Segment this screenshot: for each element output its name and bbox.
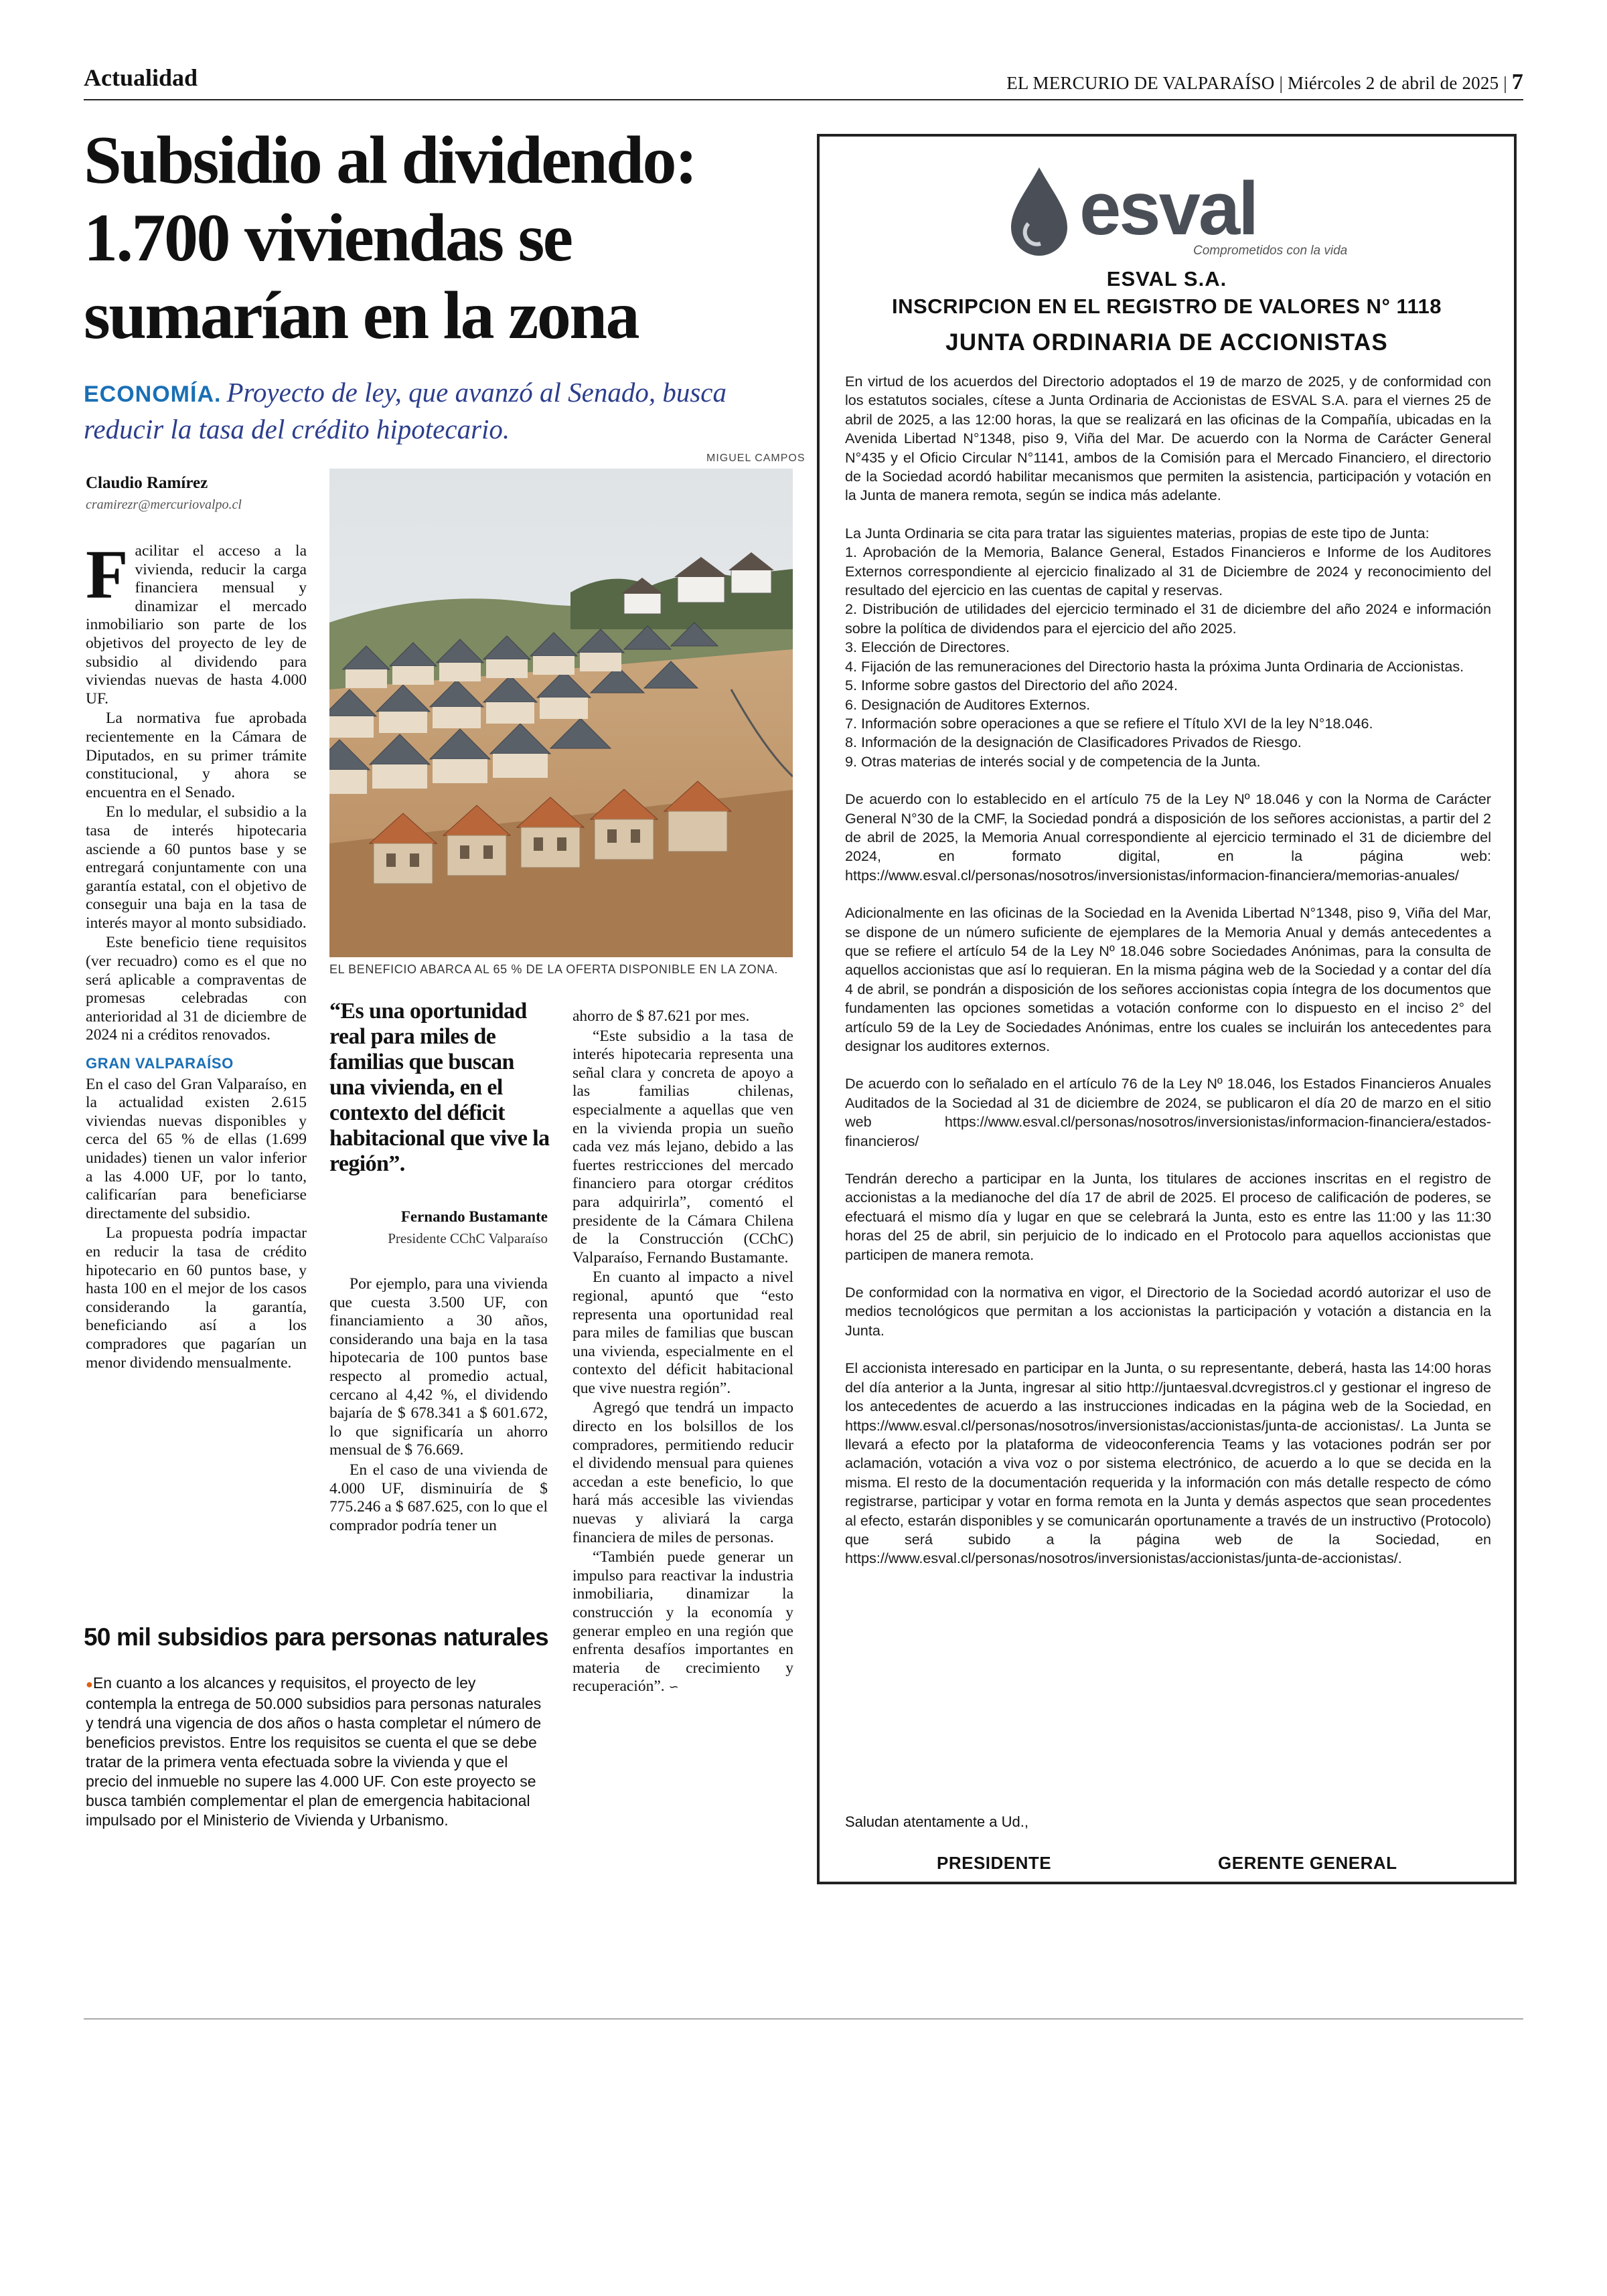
notice-title: JUNTA ORDINARIA DE ACCIONISTAS: [945, 329, 1388, 355]
paragraph: Este beneficio tiene requisitos (ver recuadro) como es el que no será aplicable a compraventas de promesas celebradas con anterioridad al 31 de diciembre de 2024 ni a créditos renovados.: [86, 934, 307, 1044]
notice-paragraph: La Junta Ordinaria se cita para tratar las siguientes materias, propias de este tipo de Junta:: [845, 524, 1430, 542]
notice-paragraph: De acuerdo con lo señalado en el artículo 76 de la Ley Nº 18.046, los Estados Financieros Anuales Auditados de la Sociedad al 31 de diciembre de 2024, se publicaron el día 20 de marzo en el sitio web https://www.esval.cl/personas/nosotros/inversionistas/informacion-financiera/estados-financieros/: [845, 1075, 1491, 1149]
box-paragraph: En cuanto a los alcances y requisitos, el proyecto de ley contempla la entrega de 50.000 subsidios para personas naturales y tendrá una vigencia de dos años o hasta completar el número de beneficios previstos. Entre los requisitos se cuenta el que se debe tratar de la primera venta efectuada sobre la vivienda y que el precio del inmueble no supere las 4.000 UF. Con este proyecto se busca también complementar el plan de emergencia habitacional impulsado por el Ministerio de Vivienda y Urbanismo.: [86, 1674, 542, 1829]
agenda-item: 3. Elección de Directores.: [845, 639, 1010, 656]
agenda-item: 6. Designación de Auditores Externos.: [845, 695, 1091, 713]
paragraph: La normativa fue aprobada recientemente en la Cámara de Diputados, en su primer trámite constitucional, y ahora se encuentra en el Senado.: [86, 710, 307, 801]
lede-tag: ECONOMÍA.: [84, 382, 222, 407]
sidebar-box-title: 50 mil subsidios para personas naturales: [84, 1623, 548, 1651]
article-headline: Subsidio al dividendo: 1.700 viviendas se sumarían en la zona: [84, 122, 696, 353]
quote-role: Presidente CChC Valparaíso: [388, 1230, 548, 1246]
signature-president: PRESIDENTE: [937, 1853, 1052, 1873]
paragraph: Agregó que tendrá un impacto directo en los bolsillos de los compradores, permitiendo reducir el dividendo mensual para quienes accedan a este beneficio, lo que hará más accesible las viviendas nuevas y aliviará la carga financiera de miles de personas.: [572, 1399, 793, 1546]
esval-logo: [999, 162, 1347, 262]
author-email: cramirezr@mercuriovalpo.cl: [86, 497, 242, 512]
paragraph: En cuanto al impacto a nivel regional, apuntó que “esto representa una oportunidad real para miles de familias que buscan una vivienda, especialmente en el contexto del déficit habitacional que vive nuestra región”.: [572, 1268, 793, 1397]
author-name: Claudio Ramírez: [86, 474, 208, 492]
photo-caption: EL BENEFICIO ABARCA AL 65 % DE LA OFERTA DISPONIBLE EN LA ZONA.: [329, 963, 779, 976]
pull-quote: “Es una oportunidad real para miles de familias que buscan una vivienda, en el contexto del déficit habitacional que vive la región”.: [329, 999, 550, 1176]
paragraph: ahorro de $ 87.621 por mes.: [572, 1007, 750, 1025]
notice-paragraph: Tendrán derecho a participar en la Junta, los titulares de acciones inscritas en el registro de accionistas a la medianoche del día 17 de abril de 2025. El proceso de calificación de poderes, se efectuará el mismo día y lugar en que se celebrará la Junta, esto es entre las 11:00 y las 11:30 horas del 25 de abril, sin perjuicio de lo indicado en el Protocolo para aquellos accionistas que participen de manera remota.: [845, 1170, 1491, 1263]
esval-notice: [817, 134, 1517, 1884]
notice-body: [845, 372, 1491, 1587]
publication-name: EL MERCURIO DE VALPARAÍSO: [1006, 73, 1275, 93]
paragraph: La propuesta podría impactar en reducir la tasa de crédito hipotecario en 60 puntos base, y hasta 100 en el mejor de los casos considerando la garantía, beneficiando así a los compradores que pagarían un menor dividendo mensualmente.: [86, 1224, 307, 1372]
notice-registry: INSCRIPCION EN EL REGISTRO DE VALORES N° 1118: [892, 295, 1442, 318]
lede-text: Proyecto de ley, que avanzó al Senado, busca reducir la tasa del crédito hipotecario.: [84, 377, 726, 444]
quote-author: Fernando Bustamante: [400, 1208, 548, 1225]
header-rule: [84, 99, 1523, 100]
paragraph: Por ejemplo, para una vivienda que cuesta 3.500 UF, con financiamiento a 30 años, considerando una baja en la tasa hipotecaria de 100 puntos base respecto al promedio actual, cercano al 4,42 %, el dividendo bajaría de $ 678.341 a $ 601.672, lo que significaría un ahorro mensual de $ 76.669.: [329, 1275, 548, 1459]
agenda-item: 9. Otras materias de interés social y de competencia de la Junta.: [845, 752, 1261, 770]
page-number: 7: [1511, 70, 1523, 94]
bottom-rule: [84, 2018, 1523, 2020]
article-lede: [84, 375, 793, 446]
notice-paragraph: De acuerdo con lo establecido en el artículo 75 de la Ley Nº 18.046 y con la Norma de Carácter General N°30 de la CMF, la Sociedad pondrá a disposición de los señores accionistas, a partir del 2 de abril de 2025, la Memoria Anual correspondiente al ejercicio terminado el 31 de diciembre del 2024, en formato digital, en la página web: https://www.esval.cl/personas/nosotros/inversionistas/informacion-financiera/memorias-anuales/: [845, 791, 1491, 884]
paragraph: En el caso de una vivienda de 4.000 UF, disminuiría de $ 775.246 a $ 687.625, con lo que el comprador podría tener un: [329, 1461, 548, 1534]
article-column-2: [329, 1275, 548, 1536]
photo-credit: MIGUEL CAMPOS: [706, 453, 806, 464]
logo-wordmark: esval: [1079, 167, 1257, 250]
section-label: Actualidad: [84, 64, 198, 91]
dropcap: F: [86, 536, 129, 613]
subheading: GRAN VALPARAÍSO: [86, 1055, 234, 1072]
article-column-3: [572, 1007, 793, 1698]
sidebar-box-text: [86, 1673, 548, 1830]
paragraph: En lo medular, el subsidio a la tasa de interés hipotecaria asciende a 60 puntos base y se entregará conjuntamente con una garantía estatal, con el objetivo de conseguir una baja en la tasa de interés mayor al monto subsidiado.: [86, 803, 307, 932]
publication-info: EL MERCURIO DE VALPARAÍSO | Miércoles 2 de abril de 2025 | 7: [1006, 70, 1523, 94]
notice-paragraph: De conformidad con la normativa en vigor, el Directorio de la Sociedad acordó autorizar el uso de medios tecnológicos que permitan a los accionistas la participación y votación a distancia en la Junta.: [845, 1284, 1491, 1339]
housing-photo: [329, 469, 793, 957]
agenda-item: 2. Distribución de utilidades del ejercicio terminado el 31 de diciembre del año 2024 e información sobre la política de dividendos para el ejercicio del año 2025.: [845, 600, 1491, 637]
paragraph: En el caso del Gran Valparaíso, en la actualidad existen 2.615 viviendas nuevas disponibles y cerca del 65 % de ellas (1.699 unidades) tienen un valor inferior a las 4.000 UF, por lo tanto, calificarían para beneficiarse directamente del subsidio.: [86, 1075, 307, 1222]
agenda-item: 4. Fijación de las remuneraciones del Directorio hasta la próxima Junta Ordinaria de Accionistas.: [845, 657, 1464, 675]
logo-tagline: Comprometidos con la vida: [1193, 244, 1347, 258]
publication-date: Miércoles 2 de abril de 2025: [1288, 73, 1499, 93]
agenda-item: 7. Información sobre operaciones a que se refiere el Título XVI de la ley N°18.046.: [845, 714, 1373, 732]
end-mark-icon: ∽: [668, 1680, 679, 1695]
article-column-1: [86, 536, 307, 1374]
notice-company: ESVAL S.A.: [1106, 267, 1227, 291]
paragraph: “También puede generar un impulso para reactivar la industria inmobiliaria, dinamizar la construcción y la economía y generar empleo en una región que enfrenta desafíos importantes en materia de crecimiento y recuperación”.: [572, 1548, 793, 1696]
paragraph: “Este subsidio a la tasa de interés hipotecaria representa una señal clara y concreta de apoyo a las familias chilenas, especialmente a aquellas que ven en la vivienda propia un sueño cada vez más lejano, debido a las fuertes restricciones del mercado financiero para otorgar créditos para adquirirla”, comentó el presidente de la Cámara Chilena de la Construcción (CChC) Valparaíso, Fernando Bustamante.: [572, 1027, 793, 1266]
notice-paragraph: El accionista interesado en participar en la Junta, o su representante, deberá, hasta las 14:00 horas del día anterior a la Junta, ingresar al sitio http://juntaesval.dcvregistros.cl y gestionar el ingreso de los antecedentes de acuerdo a las instrucciones indicadas en la página web de la Sociedad, en https://www.esval.cl/personas/nosotros/inversionistas/accionistas/junta-de accionistas/. La Junta se llevará a efecto por la plataforma de videoconferencia Teams y las votaciones podrán ser por aclamación, votación a viva voz o por sistema electrónico, de acuerdo a lo que se decida en la misma. El resto de la documentación requerida y la información con más detalle respecto de cómo registrarse, participar y votar en forma remota en la Junta y demás aspectos que sean procedentes al efecto, estarán disponibles y se comunicarán oportunamente a través de un instructivo (Protocolo) que será subido a la página web de la Sociedad, en https://www.esval.cl/personas/nosotros/inversionistas/accionistas/junta-de-accionistas/.: [845, 1360, 1491, 1567]
agenda-item: 1. Aprobación de la Memoria, Balance General, Estados Financieros e Informe de los Auditores Externos correspondiente al ejercicio finalizado al 31 de Diciembre de 2024 y reconocimiento del resultado del ejercicio en las cuentas de capital y reservas.: [845, 544, 1491, 599]
agenda-item: 5. Informe sobre gastos del Directorio del año 2024.: [845, 677, 1178, 694]
notice-paragraph: En virtud de los acuerdos del Directorio adoptados el 19 de marzo de 2025, y de conformidad con los estatutos sociales, cítese a Junta Ordinaria de Accionistas de ESVAL S.A. para el viernes 25 de abril de 2025, a las 12:00 horas, la que se realizará en las oficinas de la Compañía, ubicadas en la Avenida Libertad N°1348, piso 9, Viña del Mar. De acuerdo con la Norma de Carácter General N°435 y el Oficio Circular N°1141, ambos de la Comisión para el Mercado Financiero, el directorio de la Sociedad acordó habilitar mecanismos que permiten la asistencia, participación y votación en la Junta de manera remota, según se indica más adelante.: [845, 373, 1491, 504]
signature-manager: GERENTE GENERAL: [1218, 1853, 1397, 1873]
bullet-icon: ●: [86, 1677, 93, 1691]
paragraph: acilitar el acceso a la vivienda, reducir la carga financiera mensual y dinamizar el mercado inmobiliario son parte de los objetivos del proyecto de ley de subsidio al dividendo para viviendas nuevas de hasta 4.000 UF.: [86, 542, 307, 708]
notice-paragraph: Adicionalmente en las oficinas de la Sociedad en la Avenida Libertad N°1348, piso 9, Viña del Mar, se dispone de un número suficiente de ejemplares de la Memoria Anual y demás antecedentes a que se refiere el artículo 54 de la Ley Nº 18.046 sobre Sociedades Anónimas, para la consulta de aquellos accionistas que así lo requieran. En la misma página web de la Sociedad y a contar del día 4 de abril, se pondrán a disposición de los señores accionistas copia íntegra de los documentos que fundamenten las opciones sometidas a votación conforme con lo dispuesto en el inciso 2° del artículo 59 de la Ley de Sociedades Anónimas, entre los cuales se incluirán los antecedentes para designar los auditores externos.: [845, 904, 1491, 1054]
notice-greeting: Saludan atentamente a Ud.,: [845, 1813, 1028, 1830]
agenda-item: 8. Información de la designación de Clasificadores Privados de Riesgo.: [845, 734, 1302, 751]
